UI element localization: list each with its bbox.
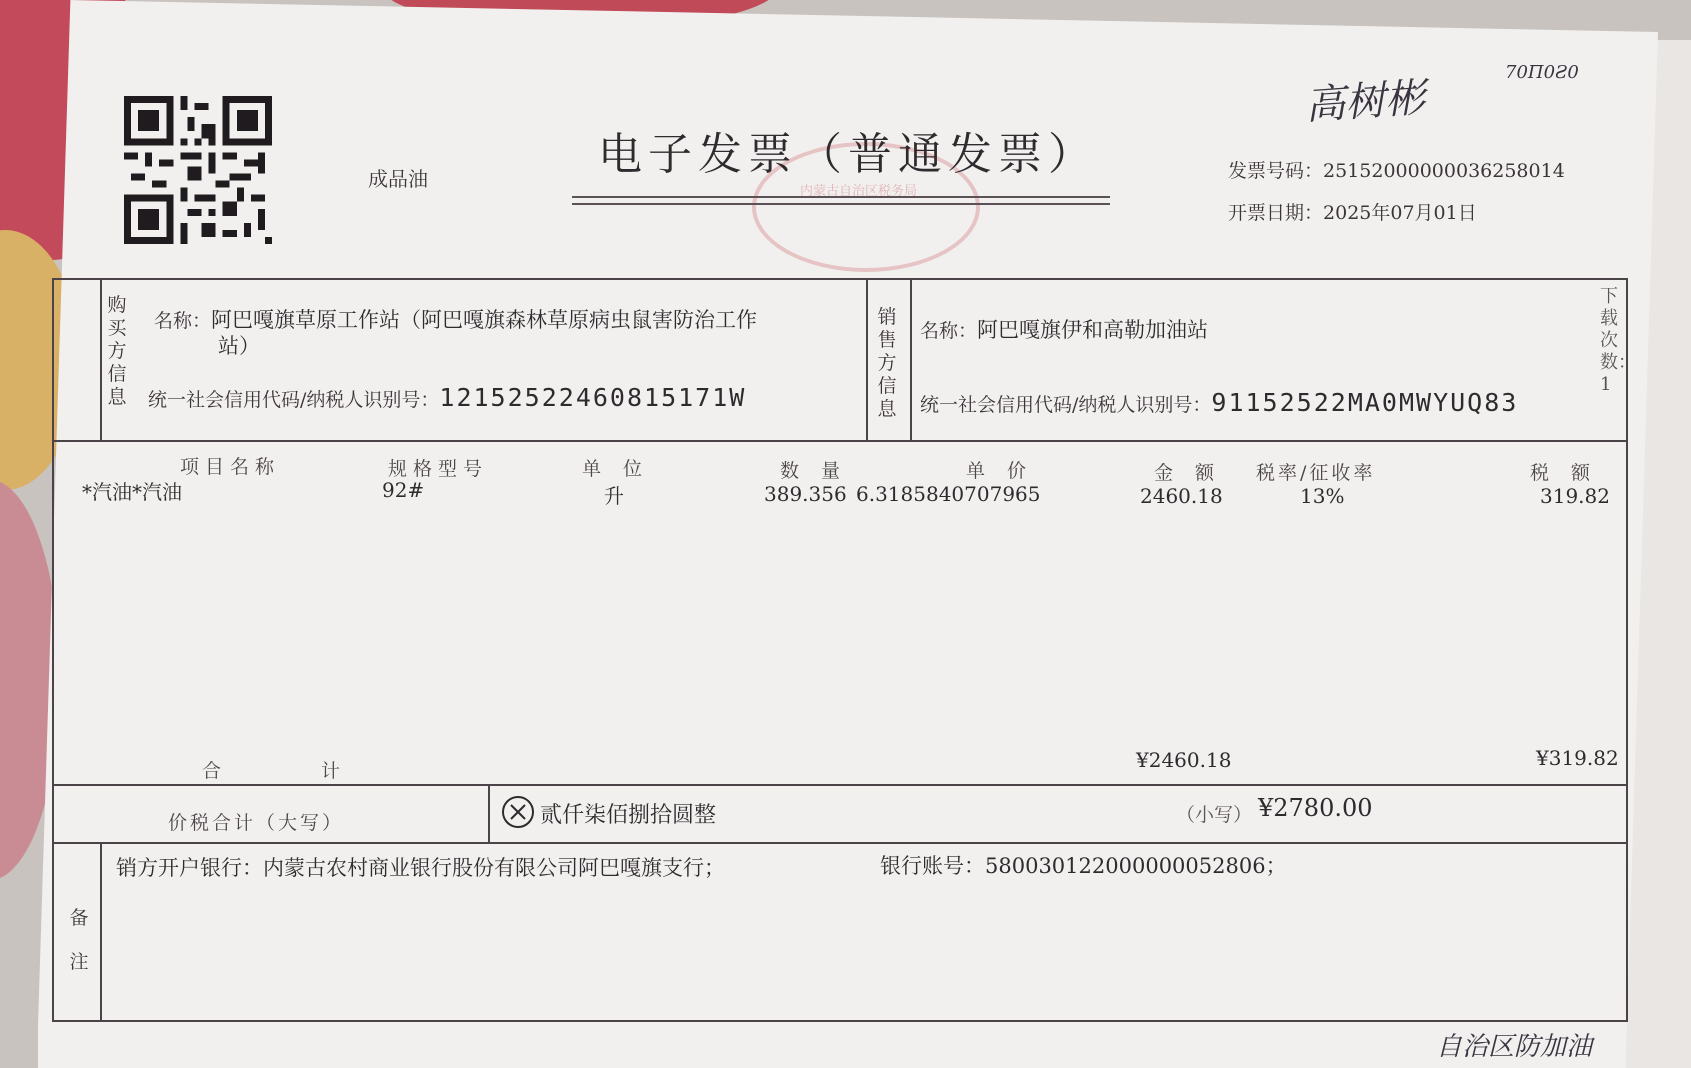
header-amount: 金额 bbox=[1154, 462, 1237, 484]
buyer-section-label: 购买方信息 bbox=[107, 294, 127, 408]
product-category: 成品油 bbox=[368, 167, 428, 191]
header-spec: 规格型号 bbox=[388, 458, 489, 480]
total-tax: ¥319.82 bbox=[1536, 746, 1619, 770]
invoice-date-label: 开票日期： bbox=[1228, 202, 1324, 224]
table-row-rate: 13% bbox=[1300, 484, 1345, 508]
table-row-amount: 2460.18 bbox=[1140, 484, 1223, 508]
buyer-label-divider bbox=[100, 278, 102, 440]
remarks-bank-value: 内蒙古农村商业银行股份有限公司阿巴嘎旗支行； bbox=[263, 856, 725, 880]
table-row-qty: 389.356 bbox=[764, 482, 847, 506]
table-row-price: 6.3185840707965 bbox=[856, 482, 1041, 506]
title-underline-1 bbox=[572, 196, 1110, 198]
buyer-tax bbox=[148, 383, 746, 412]
grand-total-lower: ¥2780.00 bbox=[1258, 794, 1373, 822]
official-seal-text: 内蒙古自治区税务局 bbox=[800, 184, 918, 199]
cross-circle-icon bbox=[502, 796, 534, 828]
total-label-divider bbox=[488, 784, 490, 842]
seller-tax-label: 统一社会信用代码/纳税人识别号： bbox=[920, 394, 1212, 416]
header-unit: 单位 bbox=[582, 458, 665, 480]
seller-label-divider bbox=[910, 278, 912, 440]
buyer-tax-id: 12152522460815171W bbox=[439, 383, 747, 412]
remark-divider bbox=[52, 842, 1626, 844]
seller-section-label: 销售方信息 bbox=[877, 306, 897, 420]
party-divider bbox=[52, 440, 1626, 442]
remarks-account-label: 银行账号： bbox=[880, 854, 985, 878]
buyer-name-label: 名称： bbox=[154, 310, 212, 332]
remarks-account-value: 580030122000000052806； bbox=[985, 854, 1287, 878]
seller-name-label: 名称： bbox=[920, 320, 978, 342]
buyer-name-line1: 阿巴嘎旗草原工作站（阿巴嘎旗森林草原病虫鼠害防治工作 bbox=[211, 308, 758, 332]
qr-code bbox=[118, 96, 278, 244]
remarks-bank-label: 销方开户银行： bbox=[116, 856, 263, 880]
seller-tax bbox=[920, 388, 1518, 417]
header-item-name: 项目名称 bbox=[180, 456, 281, 478]
table-row-unit: 升 bbox=[604, 484, 624, 508]
handwritten-bottom-note: 自治区防加油 bbox=[1436, 1032, 1593, 1062]
grand-total-label: 价税合计（大写） bbox=[168, 812, 345, 834]
download-count: 下载次数：1 bbox=[1600, 286, 1636, 395]
total-divider bbox=[52, 784, 1626, 786]
invoice-date bbox=[1228, 198, 1477, 225]
invoice-date-value: 2025年07月01日 bbox=[1323, 202, 1477, 224]
remarks-bank bbox=[116, 852, 725, 882]
invoice-number-value: 25152000000036258014 bbox=[1323, 160, 1565, 182]
invoice-number-label: 发票号码： bbox=[1228, 160, 1324, 182]
title-underline-2 bbox=[572, 203, 1110, 205]
handwritten-signature: 高树彬 bbox=[1303, 74, 1427, 130]
remark-label-divider bbox=[100, 842, 102, 1020]
remarks-account bbox=[880, 850, 1287, 880]
buyer-tax-label: 统一社会信用代码/纳税人识别号： bbox=[148, 389, 440, 411]
invoice-number bbox=[1228, 156, 1565, 183]
table-row-tax: 319.82 bbox=[1540, 484, 1610, 508]
total-label: 合计 bbox=[202, 760, 441, 782]
party-middle-divider bbox=[866, 278, 868, 440]
total-amount: ¥2460.18 bbox=[1136, 748, 1232, 772]
grand-total-lower-label: （小写） bbox=[1176, 804, 1253, 826]
table-row-name: *汽油*汽油 bbox=[82, 480, 182, 504]
seller-name bbox=[920, 314, 1208, 344]
seller-tax-id: 91152522MA0MWYUQ83 bbox=[1211, 388, 1519, 417]
header-qty: 数量 bbox=[780, 460, 863, 482]
header-tax: 税额 bbox=[1530, 462, 1613, 484]
header-tax-rate: 税率/征收率 bbox=[1256, 462, 1376, 484]
handwritten-date-note: 70Π0Ƨ0 bbox=[1505, 62, 1579, 83]
table-row-spec: 92# bbox=[382, 478, 425, 502]
seller-name-value: 阿巴嘎旗伊和高勒加油站 bbox=[977, 318, 1209, 342]
buyer-name-line2: 站） bbox=[218, 334, 260, 358]
header-price: 单价 bbox=[966, 460, 1049, 482]
grand-total-upper: 贰仟柒佰捌拾圆整 bbox=[540, 803, 717, 828]
document-title: 电子发票（普通发票） bbox=[598, 129, 1098, 180]
remarks-label: 备注 bbox=[69, 907, 89, 973]
